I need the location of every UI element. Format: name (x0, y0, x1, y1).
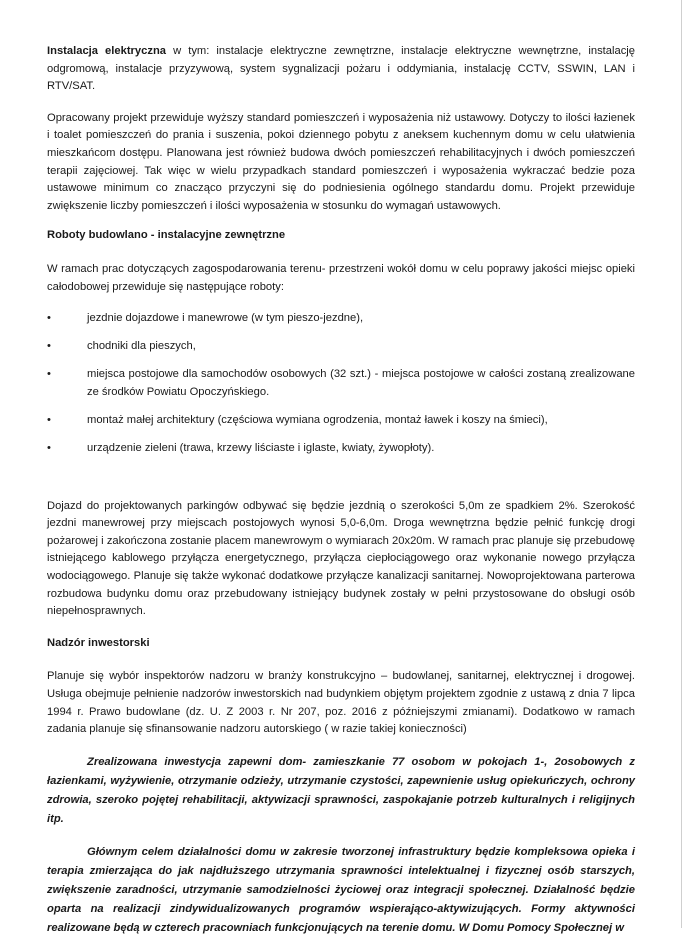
document-body (47, 43, 635, 938)
list-item-text: chodniki dla pieszych, (87, 340, 196, 353)
bullet-icon: • (47, 368, 51, 381)
bullet-icon: • (47, 442, 51, 455)
external-works-intro: W ramach prac dotyczących zagospodarowania terenu- przestrzeni wokół domu w celu poprawy jakości miejsc opieki całodobowej przewiduje się następujące roboty: (47, 262, 635, 293)
access-road-paragraph: Dojazd do projektowanych parkingów odbywać się będzie jezdnią o szerokości 5,0m ze spadkiem 2%. Szerokość jezdni manewrowej przy miejscach postojowych wynosi 5,0-6,0m. Droga wewnętrzna będzie pełnić funkcję drogi pożarowej i zakończona zostanie placem manewrowym o wymiarach 20x20m. W ramach prac planuje się przebudowę istniejącego kablowego przyłącza energetycznego, przyłącza ciepłociągowego oraz wykonanie nowego przyłącza wodociągowego. Planuje się także wykonać dodatkowe przyłącze kanalizacji sanitarnej. Nowoprojektowana parterowa rozbudowa budynku domu oraz przebudowany istniejący budynek zostały w pełni przystosowane do obsługi osób niepełnosprawnych. (47, 499, 635, 618)
electrical-installation-text: w tym: instalacje elektryczne zewnętrzne, instalacje elektryczne wewnętrzne, instalację odgromową, instalacje przyzywową, system sygnalizacji pożaru i oddymiania, instalację CCTV, SSWIN, LAN i RTV/SAT. (47, 45, 635, 93)
electrical-installation-paragraph (47, 43, 635, 96)
electrical-installation-term: Instalacja elektryczna (47, 45, 167, 57)
list-item (47, 412, 635, 430)
list-item-text: montaż małej architektury (częściowa wymiana ogrodzenia, montaż ławek i koszy na śmieci), (87, 414, 548, 426)
bullet-icon: • (47, 340, 51, 353)
list-item-text: miejsca postojowe dla samochodów osobowych (32 szt.) - miejsca postojowe w całości zostaną zrealizowane ze środków Powiatu Opoczyńskiego. (87, 368, 635, 398)
list-item-text: jezdnie dojazdowe i manewrowe (w tym pieszo-jezdne), (87, 312, 364, 325)
supervision-heading: Nadzór inwestorski (47, 636, 150, 649)
main-goal-paragraph: Głównym celem działalności domu w zakresie tworzonej infrastruktury będzie kompleksowa opieka i terapia zmierzająca do jak najdłuższego utrzymania sprawności intelektualnej i fizycznej osób starszych, zwiększenie zaradności, utrzymanie samodzielności życiowej oraz integracji społecznej. Działalność będzie oparta na realizacji zindywidualizowanych programów wspierająco-aktywizujących. Formy aktywności realizowane będą w czterech pracowniach funkcjonujących na terenie domu. W Domu Pomocy Społecznej w (47, 845, 635, 934)
supervision-paragraph: Planuje się wybór inspektorów nadzoru w branży konstrukcyjno – budowlanej, sanitarnej, elektrycznej i drogowej. Usługa obejmuje pełnienie nadzorów inwestorskich nad budynkiem objętym projektem zgodnie z ustawą z dnia 7 lipca 1994 r. Prawo budowlane (dz. U. Z 2003 r. Nr 207, poz. 2016 z późniejszymi zmianami). Dodatkowo w ramach zadania planuje się sfinansowanie nadzoru autorskiego ( w razie takiej konieczności) (47, 670, 635, 736)
bullet-icon: • (47, 312, 51, 325)
external-works-list (47, 310, 635, 458)
list-item (47, 338, 635, 356)
investment-outcome-paragraph: Zrealizowana inwestycja zapewni dom- zamieszkanie 77 osobom w pokojach 1-, 2osobowych z łazienkami, wyżywienie, otrzymanie odzieży, utrzymanie czystości, zapewnienie usług opiekuńczych, ochrony zdrowia, szeroko pojętej rehabilitacji, aktywizacji sprawności, zaspokajanie potrzeb kulturalnych i religijnych itp. (47, 755, 635, 825)
list-item (47, 310, 635, 328)
bullet-icon: • (47, 414, 51, 426)
list-item (47, 366, 635, 401)
list-item (47, 440, 635, 458)
room-standard-paragraph: Opracowany projekt przewiduje wyższy standard pomieszczeń i wyposażenia niż ustawowy. Dotyczy to ilości łazienek i toalet pomieszczeń do prania i suszenia, pokoi dziennego pobytu z aneksem kuchennym domu w celu ułatwienia mieszkańcom dostępu. Planowana jest również budowa dwóch pomieszczeń rehabilitacyjnych i dwóch pomieszczeń terapii zajęciowej. Tak więc w wielu przypadkach standard pomieszczeń i wyposażenia wykraczać bedzie poza ustawowe minimum co znacząco przyczyni się do podniesienia ogólnego standardu domu. Projekt przewiduje zwiększenie liczby pomieszczeń i ilości wyposażenia w stosunku do wymagań ustawowych. (47, 111, 635, 212)
external-works-heading: Roboty budowlano - instalacyjne zewnętrzne (47, 229, 286, 242)
list-item-text: urządzenie zieleni (trawa, krzewy liściaste i iglaste, kwiaty, żywopłoty). (87, 442, 435, 455)
